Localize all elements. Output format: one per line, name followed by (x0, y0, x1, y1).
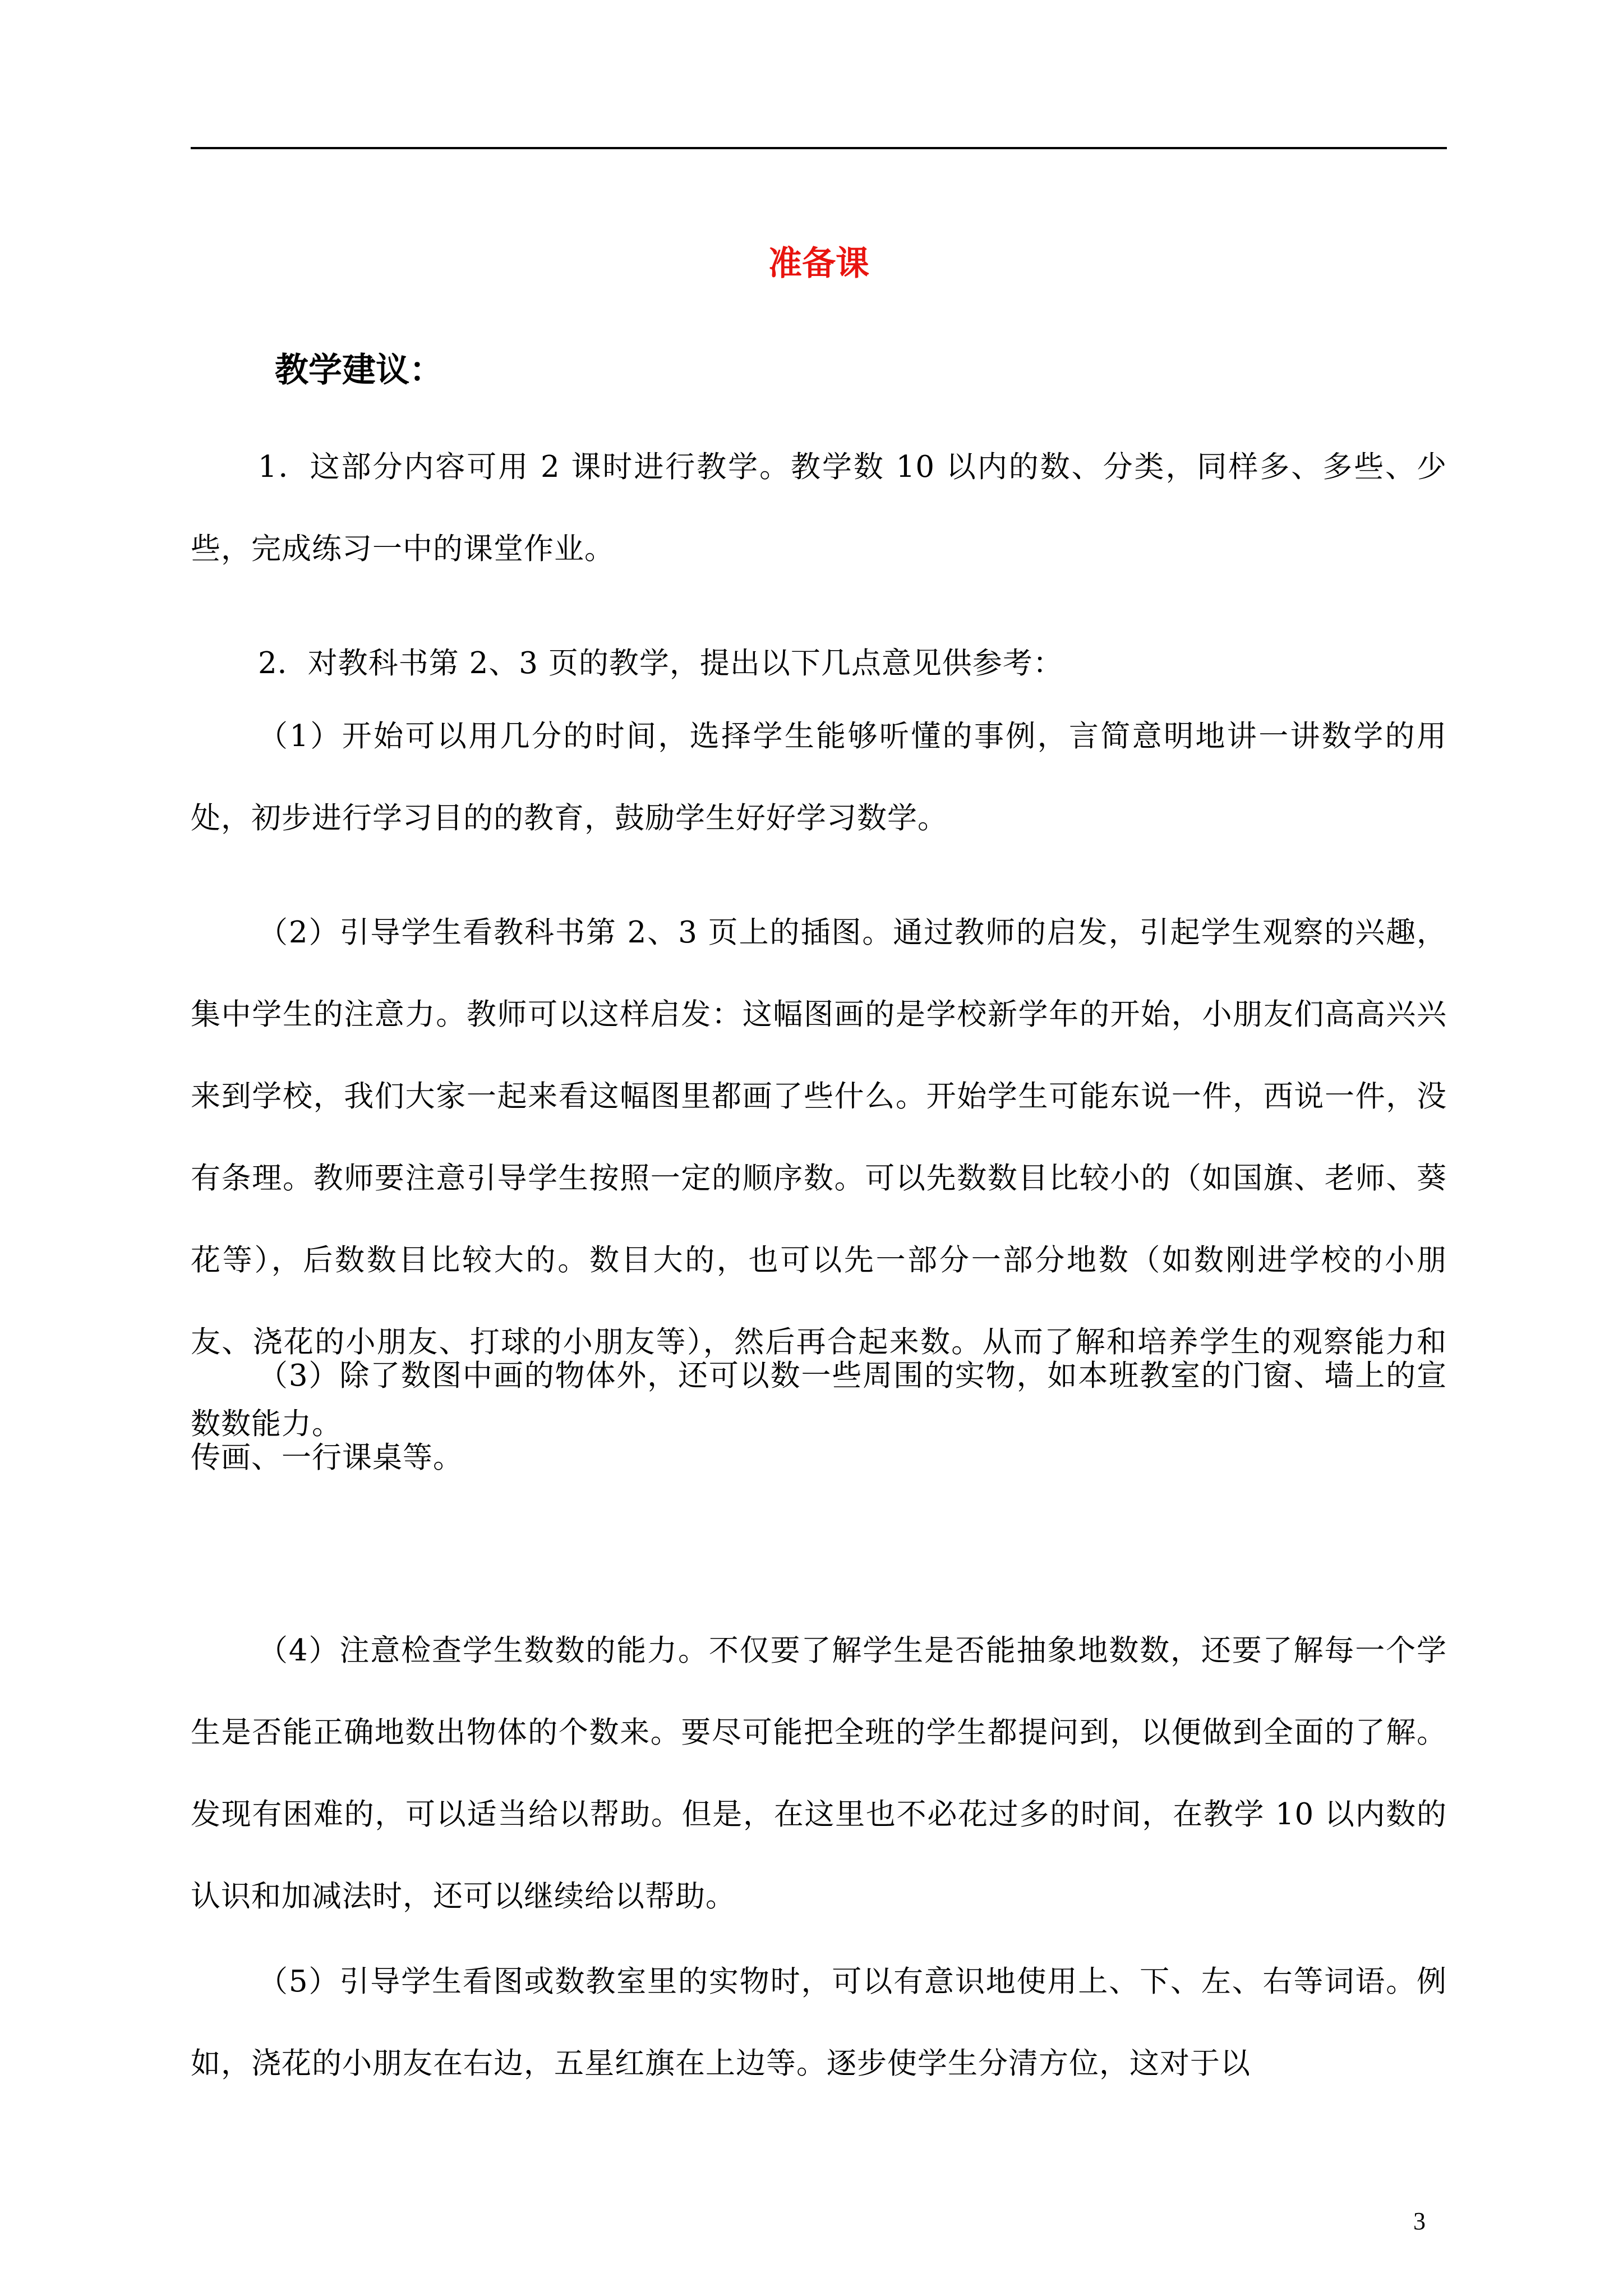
paragraph-6: （4）注意检查学生数数的能力。不仅要了解学生是否能抽象地数数，还要了解每一个学生是否能正确地数出物体的个数来。要尽可能把全班的学生都提问到，以便做到全面的了解。发现有困难的，可以适当给以帮助。但是，在这里也不必花过多的时间，在教学 10 以内数的认识和加减法时，还可以继续给以帮助。 (191, 1634, 1447, 1913)
paragraph-5: （3）除了数图中画的物体外，还可以数一些周围的实物，如本班教室的门窗、墙上的宣传画、一行课桌等。 (191, 1359, 1447, 1475)
paragraph-7: （5）引导学生看图或数教室里的实物时，可以有意识地使用上、下、左、右等词语。例如，浇花的小朋友在右边，五星红旗在上边等。逐步使学生分清方位，这对于以 (191, 1964, 1447, 2081)
paragraph-2: 2．对教科书第 2、3 页的教学，提出以下几点意见供参考： (258, 646, 1063, 680)
page-title: 准备课 (768, 244, 869, 283)
paragraph-1: 1．这部分内容可用 2 课时进行教学。教学数 10 以内的数、分类，同样多、多些、少些，完成练习一中的课堂作业。 (191, 450, 1447, 566)
paragraph-4: （2）引导学生看教科书第 2、3 页上的插图。通过教师的启发，引起学生观察的兴趣，集中学生的注意力。教师可以这样启发：这幅图画的是学校新学年的开始，小朋友们高高兴兴来到学校，我们大家一起来看这幅图里都画了些什么。开始学生可能东说一件，西说一件，没有条理。教师要注意引导学生按照一定的顺序数。可以先数数目比较小的（如国旗、老师、葵花等），后数数目比较大的。数目大的，也可以先一部分一部分地数（如数刚进学校的小朋友、浇花的小朋友、打球的小朋友等），然后再合起来数。从而了解和培养学生的观察能力和数数能力。 (191, 915, 1447, 1441)
header-rule (191, 147, 1447, 149)
page-number: 3 (1413, 2207, 1426, 2235)
section-heading: 教学建议： (275, 351, 443, 390)
paragraph-3: （1）开始可以用几分的时间，选择学生能够听懂的事例，言简意明地讲一讲数学的用处，初步进行学习目的的教育，鼓励学生好好学习数学。 (191, 719, 1447, 835)
